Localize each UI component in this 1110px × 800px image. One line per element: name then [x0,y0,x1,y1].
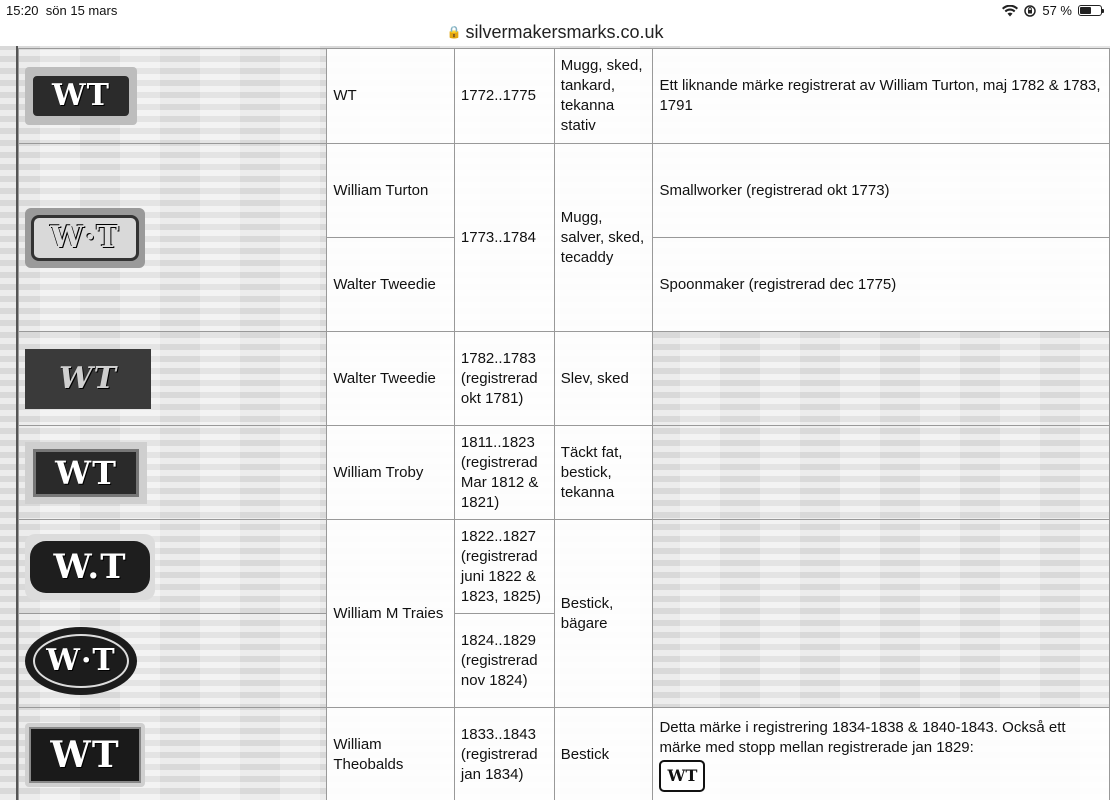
item-types: Mugg, sked, tankard, tekanna stativ [554,49,653,144]
maker-name: Walter Tweedie [327,238,455,332]
item-types: Täckt fat, bestick, tekanna [554,426,653,520]
item-types: Mugg, salver, sked, tecaddy [554,144,653,332]
table-row [19,520,1110,614]
battery-percentage: 57 % [1042,3,1072,18]
mark-image-cell [19,426,327,520]
table-row [19,49,1110,144]
date-range: 1822..1827 (registrerad juni 1822 & 1823, 1825) [454,520,554,614]
orientation-lock-icon [1024,5,1036,17]
lock-icon: 🔒 [446,25,462,39]
maker-mark-image: W.T [25,534,155,600]
marks-table [18,48,1110,800]
notes: Smallworker (registrerad okt 1773) [653,144,1110,238]
page-content [0,46,1110,800]
notes [653,426,1110,520]
mark-image-cell [19,708,327,800]
date-range: 1811..1823 (registrerad Mar 1812 & 1821) [454,426,554,520]
maker-name: WT [327,49,455,144]
date-range: 1773..1784 [454,144,554,332]
maker-mark-image: WT [25,442,147,504]
maker-mark-image: WT [25,723,145,787]
maker-mark-image: WT [25,349,151,409]
table-row [19,144,1110,238]
table-row [19,708,1110,800]
status-bar [0,0,1110,20]
battery-icon [1078,5,1102,16]
table-row [19,332,1110,426]
notes [653,708,1110,800]
date-range: 1772..1775 [454,49,554,144]
mark-image-cell [19,332,327,426]
mark-image-cell [19,49,327,144]
notes-text: Detta märke i registrering 1834-1838 & 1840-1843. Också ett märke med stopp mellan registrerade jan 1829: [659,718,1066,756]
item-types: Bestick, bägare [554,520,653,708]
mark-image-cell [19,144,327,332]
date-range: 1782..1783 (registrerad okt 1781) [454,332,554,426]
maker-mark-image: W·T [25,208,145,268]
item-types: Slev, sked [554,332,653,426]
mark-image-cell [19,614,327,708]
maker-name: William Troby [327,426,455,520]
item-types: Bestick [554,708,653,800]
mark-image-cell [19,520,327,614]
status-time: 15:20 sön 15 mars [6,3,118,18]
inline-mark-image: WT [659,760,705,792]
notes [653,520,1110,708]
address-bar[interactable] [0,20,1110,46]
maker-name: William Turton [327,144,455,238]
url-text: silvermakersmarks.co.uk [465,22,664,42]
wifi-icon [1002,5,1018,17]
maker-name: William M Traies [327,520,455,708]
date-range: 1833..1843 (registrerad jan 1834) [454,708,554,800]
date-range: 1824..1829 (registrerad nov 1824) [454,614,554,708]
maker-mark-image: W·T [25,627,137,695]
notes: Ett liknande märke registrerat av William Turton, maj 1782 & 1783, 1791 [653,49,1110,144]
notes [653,332,1110,426]
status-right [1002,3,1102,18]
maker-name: Walter Tweedie [327,332,455,426]
table-row [19,426,1110,520]
maker-name: William Theobalds [327,708,455,800]
maker-mark-image: WT [25,67,137,125]
notes: Spoonmaker (registrerad dec 1775) [653,238,1110,332]
